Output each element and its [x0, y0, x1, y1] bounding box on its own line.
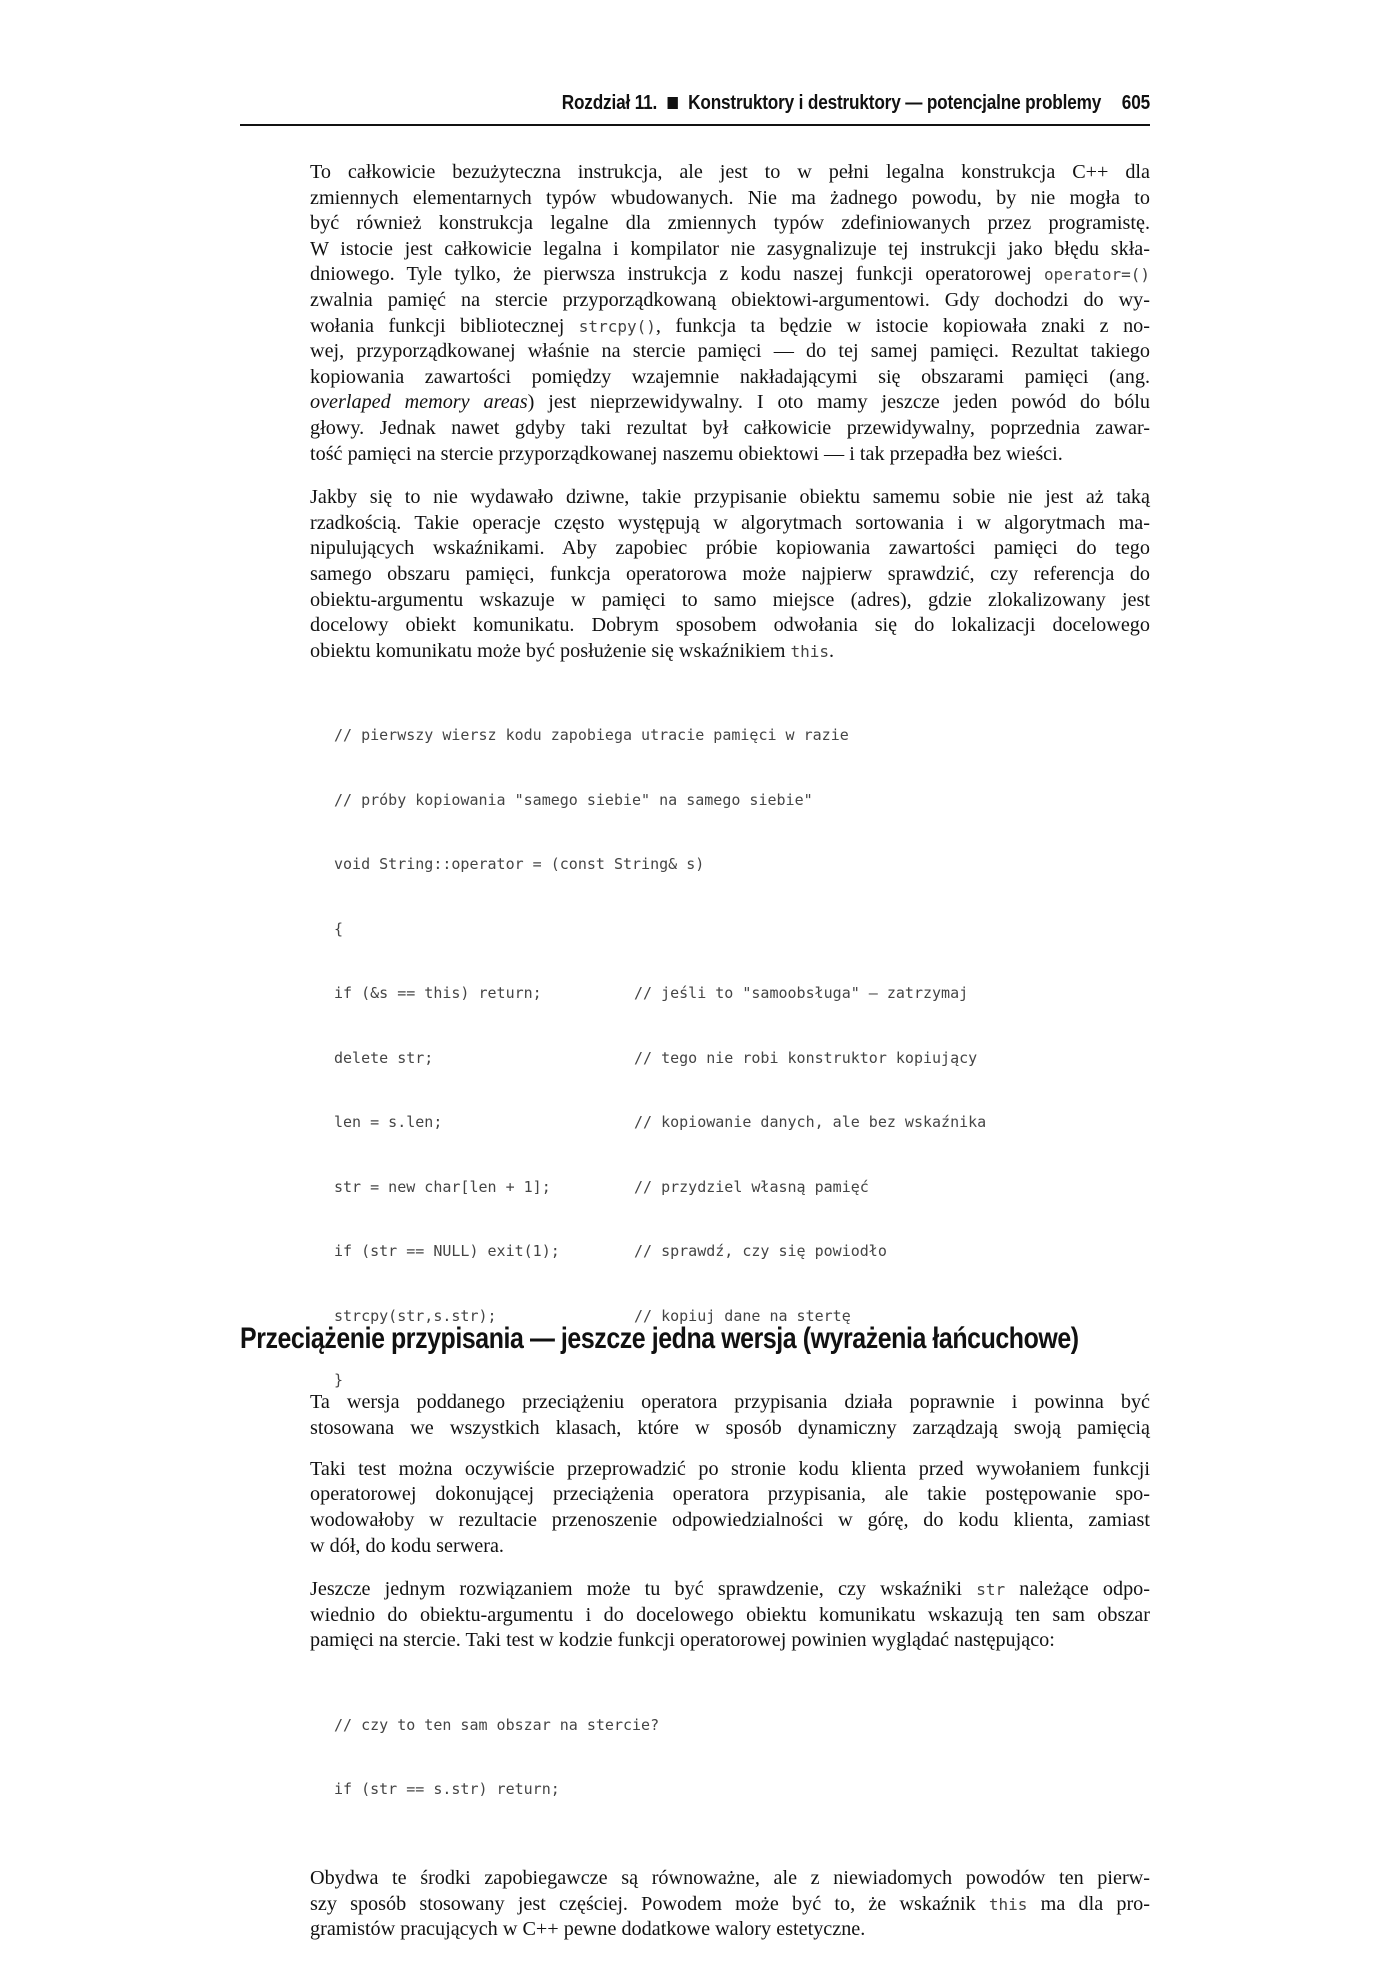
text-span: Jeszcze jednym rozwiązaniem może tu być sprawdzenie, czy wskaźniki [310, 1578, 977, 1601]
italic-term: overlaped memory areas [310, 391, 528, 414]
inline-code: this [790, 641, 829, 661]
text-line: Obydwa te środki zapobiegawcze są równoważne, ale z niewiadomych powodów ten pierw- [310, 1866, 1150, 1889]
text-line [310, 314, 1150, 340]
text-span: , funkcja ta będzie w istocie kopiowała znaki z no- [655, 314, 1150, 337]
text-line: obiektu-argumentu wskazuje w pamięci to samo miejsce (adres), gdzie zlokalizowany jest [310, 588, 1150, 611]
code-statement: str = new char[len + 1]; [334, 1177, 551, 1196]
chapter-title: Konstruktory i destruktory — potencjalne problemy [688, 92, 1102, 114]
text-line: zwalnia pamięć na stercie przyporządkowaną obiektowi-argumentowi. Gdy dochodzi do wy- [310, 288, 1150, 311]
section-text [310, 1390, 1150, 1459]
inline-code: strcpy() [578, 316, 656, 336]
text-span: należące odpo- [1005, 1578, 1150, 1601]
paragraph-5 [310, 1866, 1150, 1943]
code-line: // czy to ten sam obszar na stercie? [334, 1715, 660, 1734]
code-row [334, 1177, 1150, 1199]
text-span: wołania funkcji bibliotecznej [310, 314, 579, 337]
text-span: obiektu komunikatu może być posłużenie się wskaźnikiem [310, 639, 791, 662]
text-span: dniowego. Tyle tylko, że pierwsza instrukcja z kodu naszej funkcji operatorowej [310, 263, 1045, 286]
code-statement: if (&s == this) return; [334, 984, 542, 1003]
text-line: samego obszaru pamięci, funkcja operatorowa może najpierw sprawdzić, czy referencja do [310, 562, 1150, 585]
code-comment: // jeśli to "samoobsługa" — zatrzymaj [634, 984, 969, 1003]
code-comment: // kopiowanie danych, ale bez wskaźnika [634, 1113, 987, 1132]
text-line: tość pamięci na stercie przyporządkowanej naszemu obiektowi — i tak przepadła bez wieści. [310, 442, 1063, 465]
text-line: zmiennych elementarnych typów wbudowanych. Nie ma żadnego powodu, by nie mogła to [310, 186, 1150, 209]
text-line: gramistów pracujących w C++ pewne dodatkowe walory estetyczne. [310, 1918, 866, 1941]
text-line [310, 1577, 1150, 1603]
paragraph-1 [310, 160, 1150, 467]
text-line: Jakby się to nie wydawało dziwne, takie przypisanie obiektu samemu sobie nie jest aż taką [310, 486, 1150, 509]
text-line: pamięci na stercie. Taki test w kodzie funkcji operatorowej powinien wyglądać następująco: [310, 1629, 1055, 1652]
text-line: Ta wersja poddanego przeciążeniu operatora przypisania działa poprawnie i powinna być [310, 1391, 1150, 1413]
main-text [310, 160, 1150, 1961]
inline-code: operator=() [1044, 265, 1150, 285]
square-bullet-icon [667, 97, 677, 109]
code-statement: delete str; [334, 1048, 434, 1067]
code-statement: strcpy(str,s.str); [334, 1306, 497, 1325]
text-line [310, 639, 1150, 665]
text-line: wiednio do obiektu-argumentu i do docelowego obiektu komunikatu wskazują ten sam obszar [310, 1603, 1150, 1626]
code-line: { [334, 919, 344, 938]
code-line: // pierwszy wiersz kodu zapobiega utracie pamięci w razie [334, 726, 849, 745]
page-number: 605 [1121, 92, 1150, 114]
text-line: kopiowania zawartości pomiędzy wzajemnie nakładającymi się obszarami pamięci (ang. [310, 365, 1150, 388]
code-row [334, 1048, 1150, 1070]
running-header [367, 92, 1150, 115]
code-comment: // sprawdź, czy się powiodło [634, 1242, 887, 1261]
text-line: być również konstrukcja legalne dla zmiennych typów zdefiniowanych przez programistę. [310, 212, 1150, 235]
text-line: wodowałoby w rezultacie przenoszenie odpowiedzialności w górę, do kodu klienta, zamiast [310, 1508, 1150, 1531]
text-span: ) jest nieprzewidywalny. I oto mamy jeszcze jeden powód do bólu [527, 391, 1151, 414]
code-line: void String::operator = (const String& s) [334, 855, 705, 874]
section-paragraph-1 [310, 1390, 1150, 1441]
text-line: wej, przyporządkowanej właśnie na stercie pamięci — do tej samej pamięci. Rezultat takiego [310, 340, 1150, 363]
text-line: w dół, do kodu serwera. [310, 1534, 504, 1557]
text-line: Taki test można oczywiście przeprowadzić po stronie kodu klienta przed wywołaniem funkcji [310, 1457, 1150, 1480]
paragraph-3 [310, 1457, 1150, 1559]
code-comment: // kopiuj dane na stertę [634, 1306, 851, 1325]
text-span: . [829, 639, 835, 662]
inline-code: this [988, 1894, 1028, 1914]
code-line: // próby kopiowania "samego siebie" na samego siebie" [334, 790, 813, 809]
text-span: szy sposób stosowany jest częściej. Powodem może być to, że wskaźnik [310, 1892, 989, 1915]
code-row [334, 1241, 1150, 1263]
text-line: docelowy obiekt komunikatu. Dobrym sposobem odwołania się do lokalizacji docelowego [310, 614, 1150, 637]
text-line: operatorowej dokonującej przeciążenia operatora przypisania, ale takie postępowanie spo- [310, 1483, 1150, 1506]
text-line: W istocie jest całkowicie legalna i kompilator nie zasygnalizuje tej instrukcji jako błędu skła- [310, 237, 1150, 260]
code-row [334, 983, 1150, 1005]
code-block-pointer-check [334, 1672, 1150, 1844]
code-comment: // tego nie robi konstruktor kopiujący [634, 1048, 978, 1067]
text-line [310, 390, 1150, 416]
text-line [310, 1892, 1150, 1918]
inline-code: str [976, 1580, 1006, 1600]
header-rule [240, 124, 1150, 126]
text-line: stosowana we wszystkich klasach, które w sposób dynamiczny zarządzają swoją pamięcią [310, 1416, 1150, 1439]
paragraph-4 [310, 1577, 1150, 1654]
code-line: if (str == s.str) return; [334, 1780, 560, 1799]
text-line: rzadkością. Takie operacje często występują w algorytmach sortowania i w algorytmach ma- [310, 511, 1150, 534]
code-statement: len = s.len; [334, 1113, 443, 1132]
chapter-label: Rozdział 11. [561, 92, 658, 114]
paragraph-2 [310, 485, 1150, 664]
text-line: nipulujących wskaźnikami. Aby zapobiec próbie kopiowania zawartości pamięci do tego [310, 537, 1150, 560]
text-line [310, 262, 1150, 288]
code-comment: // przydziel własną pamięć [634, 1177, 869, 1196]
text-span: ma dla pro- [1027, 1892, 1150, 1915]
section-heading: Przeciążenie przypisania — jeszcze jedna wersja (wyrażenia łańcuchowe) [240, 1322, 1079, 1355]
text-line: głowy. Jednak nawet gdyby taki rezultat był całkowicie przewidywalny, poprzednia zawar- [310, 416, 1150, 439]
code-row [334, 1112, 1150, 1134]
code-statement: if (str == NULL) exit(1); [334, 1242, 560, 1261]
text-line: To całkowicie bezużyteczna instrukcja, ale jest to w pełni legalna konstrukcja C++ dla [310, 161, 1150, 183]
code-line: } [334, 1371, 344, 1390]
